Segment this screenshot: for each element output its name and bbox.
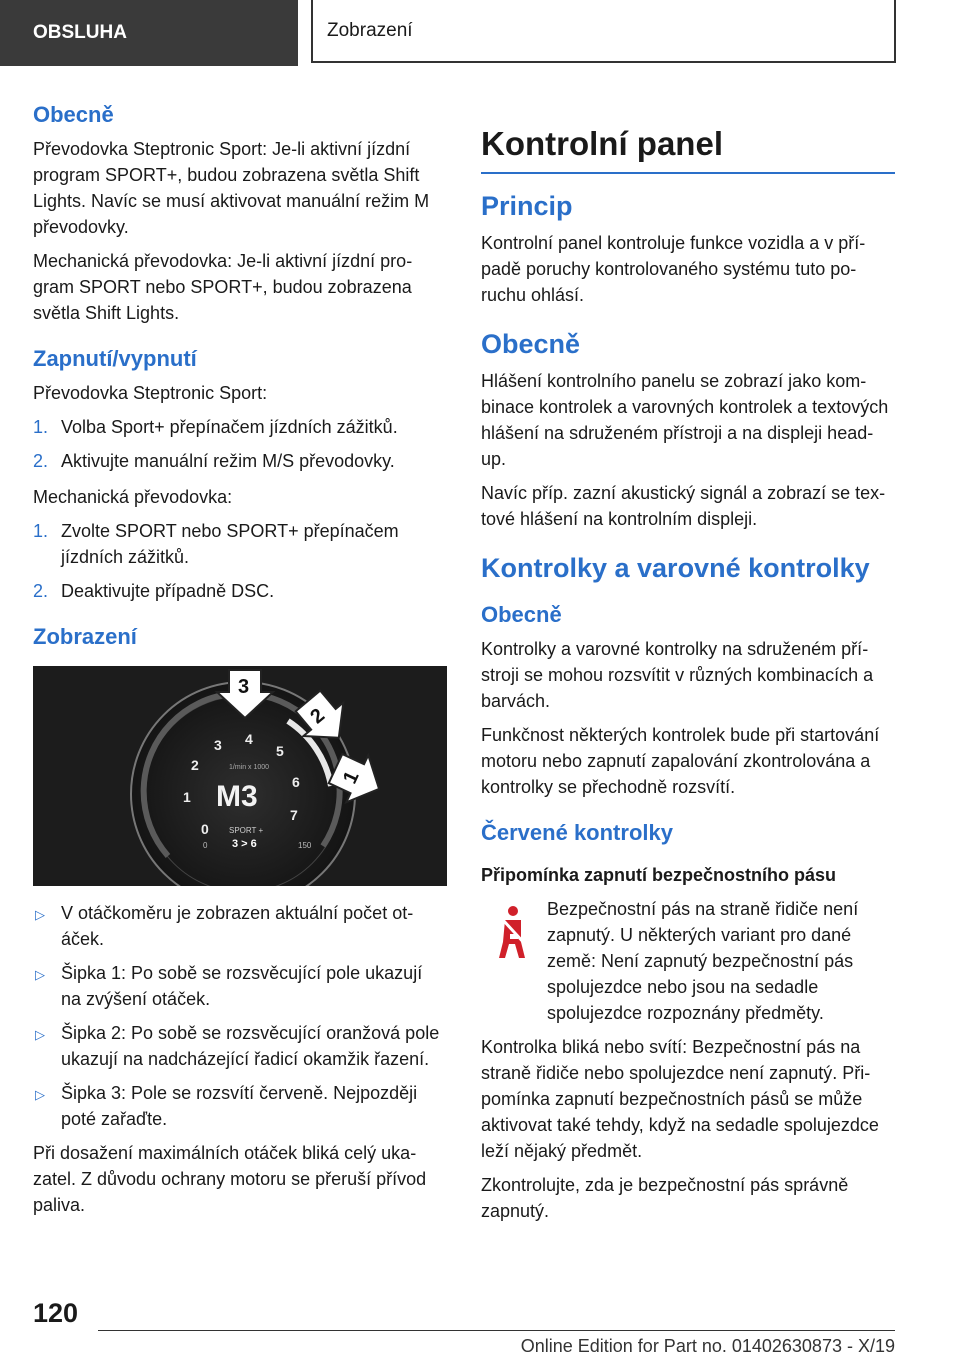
paragraph: Kontrolka bliká nebo svítí: Bezpečnostní pás na straně řidiče nebo spolujezdce není zapnutý. Připomínka zapnutí bezpečnostních pásů se může aktivovat také tehdy, když na sedadle spolujezdce leží nějaký předmět. bbox=[481, 1037, 879, 1162]
paragraph: Mechanická převodovka: bbox=[33, 487, 233, 507]
paragraph: Převodovka Steptronic Sport: Je-li aktivní jízdní program SPORT+, budou zobrazena světla Shift Lights. Navíc se musí aktivovat manuální režim M převodovky. bbox=[33, 139, 430, 237]
footer-divider bbox=[98, 1330, 895, 1331]
heading-obecne-2: Obecně bbox=[481, 602, 562, 628]
paragraph: Kontrolky a varovné kontrolky na sdruženém přístroji se mohou rozsvítit v různých kombinacích a barvách. bbox=[481, 639, 874, 712]
heading-obecne: Obecně bbox=[481, 329, 581, 360]
list-item: 1. Volba Sport+ přepínačem jízdních zážitků. bbox=[33, 417, 398, 437]
svg-text:3: 3 bbox=[238, 676, 250, 698]
rpm-tick: 2 bbox=[191, 757, 199, 773]
section-label: OBSLUHA bbox=[0, 0, 298, 66]
paragraph: Zkontrolujte, zda je bezpečnostní pás správně zapnutý. bbox=[481, 1175, 849, 1222]
rpm-tick: 3 bbox=[214, 737, 222, 753]
triangle-bullet-icon: ▷ bbox=[35, 1087, 45, 1102]
right-column bbox=[481, 100, 895, 1232]
tachometer-figure bbox=[33, 666, 447, 886]
svg-text:2: 2 bbox=[306, 704, 329, 729]
list-item: 2. Deaktivujte případně DSC. bbox=[33, 581, 275, 601]
list-item: 2. Aktivujte manuální režim M/S převodovky. bbox=[33, 451, 395, 471]
page-header bbox=[0, 0, 960, 66]
paragraph: Při dosažení maximálních otáček bliká celý ukazatel. Z důvodu ochrany motoru se přeruší přívod paliva. bbox=[33, 1143, 427, 1215]
steps-steptronic bbox=[33, 414, 447, 474]
list-item: 1. Zvolte SPORT nebo SPORT+ přepínačem jízdních zážitků. bbox=[33, 521, 399, 567]
rpm-unit-label: 1/min x 1000 bbox=[229, 764, 270, 771]
paragraph: Bezpečnostní pás na straně řidiče není zapnutý. U některých variant pro dané země: Není zapnutý bezpečnostní pás spolujezdce nebo jsou na sedadle spolujezdce rozpoznány předměty. bbox=[547, 899, 859, 1024]
rpm-tick: 6 bbox=[292, 774, 300, 790]
list-item: ▷ V otáčkoměru je zobrazen aktuální počet otáček. bbox=[35, 903, 414, 949]
heading-kontrolky: Kontrolky a varovné kontrolky bbox=[481, 553, 870, 584]
left-column bbox=[33, 100, 447, 1226]
drive-mode-label: SPORT + bbox=[229, 826, 264, 835]
list-item: ▷ Šipka 2: Po sobě se rozsvěcující oranžová pole ukazují na nadcházející řadicí okamžik řazení. bbox=[35, 1023, 440, 1069]
seatbelt-warning-block bbox=[481, 896, 895, 1026]
list-item: ▷ Šipka 3: Pole se rozsvítí červeně. Nejpozději poté zařaďte. bbox=[35, 1083, 418, 1129]
page-number: 120 bbox=[33, 1298, 79, 1328]
heading-zobrazeni: Zobrazení bbox=[33, 624, 137, 649]
paragraph: Převodovka Steptronic Sport: bbox=[33, 383, 268, 403]
paragraph: Hlášení kontrolního panelu se zobrazí jako kombinace kontrolek a varovných kontrolek a textových hlášení na sdruženém přístroji a na displeji head-up. bbox=[481, 371, 889, 470]
speed-label-max: 150 bbox=[298, 841, 312, 850]
speed-label-min: 0 bbox=[203, 841, 208, 850]
heading-cervene-kontrolky: Červené kontrolky bbox=[481, 820, 673, 846]
rpm-tick: 7 bbox=[290, 807, 298, 823]
figure-legend-list bbox=[33, 900, 447, 1132]
paragraph: Navíc příp. zazní akustický signál a zobrazí se textové hlášení na kontrolním displeji. bbox=[481, 483, 886, 530]
rpm-tick: 5 bbox=[276, 743, 284, 759]
chapter-title: Zobrazení bbox=[311, 0, 896, 63]
heading-obecne: Obecně bbox=[33, 102, 114, 127]
triangle-bullet-icon: ▷ bbox=[35, 967, 45, 982]
heading-zapnuti-vypnuti: Zapnutí/vypnutí bbox=[33, 346, 197, 371]
heading-pripominka-pasu: Připomínka zapnutí bezpečnostního pásu bbox=[481, 865, 837, 886]
edition-note: Online Edition for Part no. 01402630873 - X/19 bbox=[520, 1336, 895, 1356]
triangle-bullet-icon: ▷ bbox=[35, 907, 45, 922]
steps-mechanical bbox=[33, 518, 447, 604]
paragraph: Mechanická převodovka: Je-li aktivní jízdní program SPORT nebo SPORT+, budou zobrazena světla Shift Lights. bbox=[33, 251, 413, 323]
paragraph: Kontrolní panel kontroluje funkce vozidla a v případě poruchy kontrolovaného systému tuto poruchu ohlásí. bbox=[481, 233, 866, 306]
gear-indicator: 3 > 6 bbox=[232, 838, 257, 850]
page-footer bbox=[0, 1298, 960, 1362]
rpm-tick: 1 bbox=[183, 789, 191, 805]
model-badge: M3 bbox=[216, 780, 258, 813]
triangle-bullet-icon: ▷ bbox=[35, 1027, 45, 1042]
svg-text:1: 1 bbox=[338, 767, 364, 788]
seatbelt-warning-icon bbox=[491, 904, 531, 964]
paragraph: Funkčnost některých kontrolek bude při startování motoru nebo zapnutí zapalování zkontrolována a kontrolky se přechodně rozsvítí. bbox=[481, 725, 880, 798]
heading-kontrolni-panel: Kontrolní panel bbox=[481, 122, 895, 174]
heading-princip: Princip bbox=[481, 191, 573, 222]
rpm-tick: 4 bbox=[245, 731, 253, 747]
rpm-tick: 0 bbox=[201, 821, 209, 837]
list-item: ▷ Šipka 1: Po sobě se rozsvěcující pole ukazují na zvýšení otáček. bbox=[35, 963, 423, 1009]
